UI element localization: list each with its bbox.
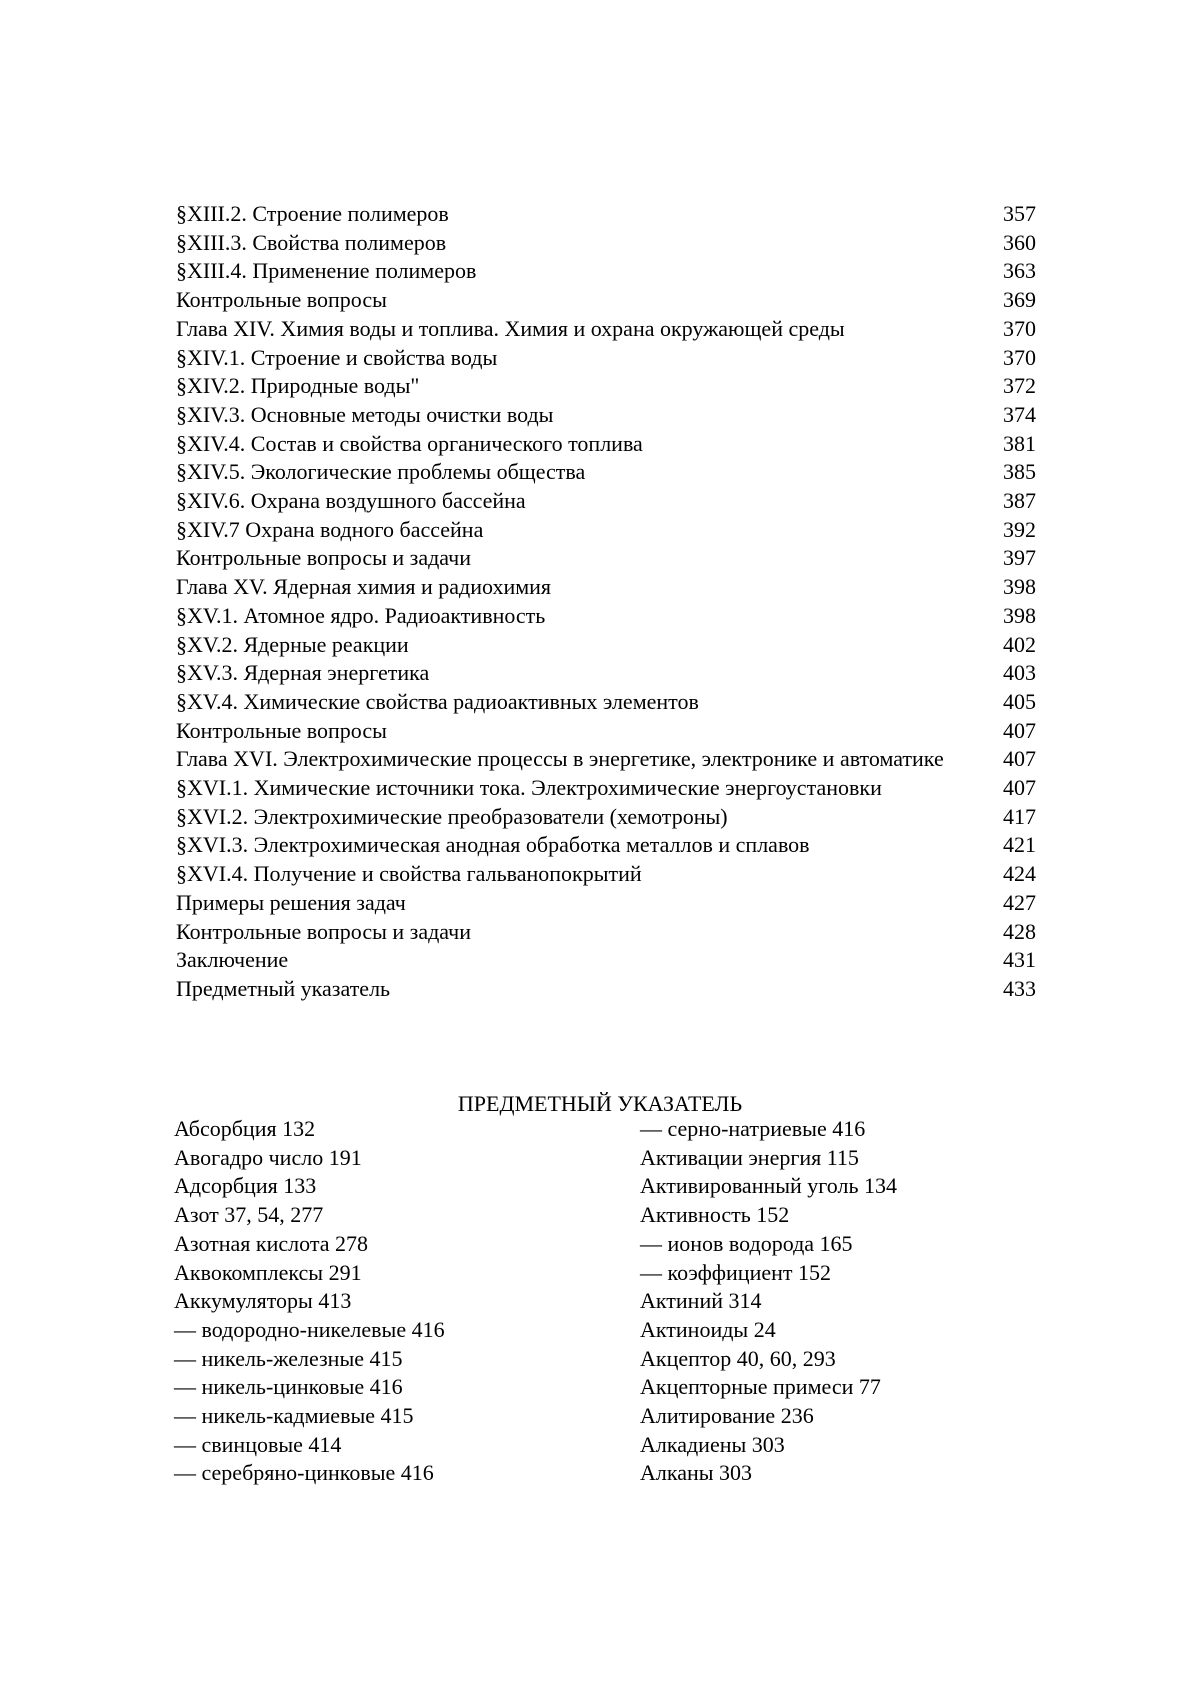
index-entry: Актиний 314 [640,1288,762,1314]
toc-entry-title: Контрольные вопросы и задачи [176,918,472,944]
toc-entry-page: 421 [1003,832,1036,858]
index-entry: Аквокомплексы 291 [174,1259,362,1285]
toc-entry [176,516,1036,545]
toc-entry [176,401,1036,430]
toc-entry-title: Контрольные вопросы [176,287,387,313]
index-entry: Алкадиены 303 [640,1431,785,1457]
index-entry: Акцепторные примеси 77 [640,1374,881,1400]
toc-entry-title: §XIV.4. Состав и свойства органического топлива [176,430,643,456]
toc-entry-page: 392 [1003,516,1036,542]
toc-entry-page: 431 [1003,947,1036,973]
toc-entry-page: 427 [1003,889,1036,915]
index-column-left [174,1115,614,1488]
toc-entry-page: 403 [1003,660,1036,686]
toc-entry-page: 385 [1003,459,1036,485]
index-entry: — серно-натриевые 416 [640,1116,866,1141]
toc-entry [176,946,1036,975]
toc-entry [176,918,1036,947]
index-entry: Акцептор 40, 60, 293 [640,1345,836,1371]
toc-entry-title: §XV.1. Атомное ядро. Радиоактивность [176,602,546,628]
toc-entry-title: §XIII.2. Строение полимеров [176,201,449,226]
index-entry: — ионов водорода 165 [640,1230,853,1256]
toc-entry-page: 428 [1003,918,1036,944]
index-entry: — свинцовые 414 [174,1431,342,1457]
index-entry: — серебряно-цинковые 416 [174,1460,434,1486]
toc-entry-title: Глава XVI. Электрохимические процессы в энергетике, электронике и автоматике [176,746,944,772]
toc-entry [176,831,1036,860]
toc-entry-page: 407 [1003,746,1036,772]
toc-entry-title: §XIV.6. Охрана воздушного бассейна [176,488,526,514]
toc-entry-title: §XVI.2. Электрохимические преобразователи (хемотроны) [176,803,728,829]
toc-entry [176,257,1036,286]
toc-entry [176,544,1036,573]
toc-entry-title: Контрольные вопросы и задачи [176,545,472,571]
toc-entry-page: 398 [1003,602,1036,628]
toc-entry [176,975,1036,1004]
index-heading: ПРЕДМЕТНЫЙ УКАЗАТЕЛЬ [457,1091,743,1116]
index-entry: — водородно-никелевые 416 [174,1316,445,1342]
toc-entry [176,286,1036,315]
toc-entry [176,344,1036,373]
toc-entry [176,717,1036,746]
toc-entry [176,602,1036,631]
toc-entry-page: 357 [1003,201,1036,226]
index-entry: Авогадро число 191 [174,1144,362,1170]
toc-entry-title: §XIV.5. Экологические проблемы общества [176,459,586,485]
toc-entry-page: 370 [1003,344,1036,370]
toc-entry-title: §XIV.1. Строение и свойства воды [176,344,498,370]
index-entry: Аккумуляторы 413 [174,1288,352,1314]
toc-entry [176,631,1036,660]
toc-entry [176,487,1036,516]
index-entry: Актиноиды 24 [640,1316,776,1342]
index-entry: Азот 37, 54, 277 [174,1202,324,1228]
toc-entry-page: 372 [1003,373,1036,399]
toc-entry [176,774,1036,803]
toc-entry [176,372,1036,401]
toc-entry [176,688,1036,717]
toc-entry [176,659,1036,688]
toc-entry-title: Примеры решения задач [176,889,406,915]
toc-entry [176,860,1036,889]
toc-entry [176,803,1036,832]
toc-entry [176,200,1036,229]
toc-entry-title: §XV.2. Ядерные реакции [176,631,409,657]
toc-entry-title: Глава XIV. Химия воды и топлива. Химия и охрана окружающей среды [176,315,845,341]
toc-entry-title: Контрольные вопросы [176,717,387,743]
toc-entry-page: 417 [1003,803,1036,829]
index-entry: Адсорбция 133 [174,1173,317,1199]
index-entry: — коэффициент 152 [640,1259,832,1285]
toc-entry-title: §XIII.3. Свойства полимеров [176,229,447,255]
toc-entry-title: §XIII.4. Применение полимеров [176,258,477,284]
index-entry: Алитирование 236 [640,1403,814,1429]
toc-entry-title: §XV.4. Химические свойства радиоактивных элементов [176,688,699,714]
table-of-contents [176,200,1036,1004]
toc-entry-title: §XVI.4. Получение и свойства гальванопокрытий [176,861,642,887]
index-entry: Абсорбция 132 [174,1116,316,1141]
toc-entry-page: 407 [1003,717,1036,743]
toc-entry-title: §XVI.1. Химические источники тока. Электрохимические энергоустановки [176,775,882,801]
toc-entry-page: 397 [1003,545,1036,571]
toc-entry-title: §XVI.3. Электрохимическая анодная обработка металлов и сплавов [176,832,810,858]
toc-entry [176,889,1036,918]
index-entry: — никель-цинковые 416 [174,1374,403,1400]
toc-entry [176,229,1036,258]
toc-entry-title: §XIV.2. Природные воды" [176,373,420,399]
toc-entry-page: 370 [1003,315,1036,341]
index-entry: Активированный уголь 134 [640,1173,897,1199]
toc-entry-title: Предметный указатель [176,975,391,1001]
toc-entry-page: 405 [1003,688,1036,714]
toc-entry-page: 363 [1003,258,1036,284]
toc-entry-page: 374 [1003,401,1036,427]
toc-entry-title: Заключение [176,947,289,973]
toc-entry [176,430,1036,459]
toc-entry-page: 407 [1003,775,1036,801]
toc-entry-page: 402 [1003,631,1036,657]
toc-entry-title: Глава XV. Ядерная химия и радиохимия [176,574,552,600]
toc-entry-page: 381 [1003,430,1036,456]
index-entry: Активации энергия 115 [640,1144,859,1170]
toc-entry-page: 360 [1003,229,1036,255]
toc-entry [176,745,1036,774]
toc-entry-title: §XIV.3. Основные методы очистки воды [176,401,554,427]
toc-entry [176,458,1036,487]
index-entry: — никель-железные 415 [174,1345,403,1371]
toc-entry [176,573,1036,602]
index-column-right [640,1115,1080,1488]
toc-entry-page: 369 [1003,287,1036,313]
index-entry: Алканы 303 [640,1460,753,1486]
index-entry: — никель-кадмиевые 415 [174,1403,414,1429]
toc-entry [176,315,1036,344]
index-entry: Азотная кислота 278 [174,1230,368,1256]
toc-entry-title: §XIV.7 Охрана водного бассейна [176,516,484,542]
toc-entry-title: §XV.3. Ядерная энергетика [176,660,430,686]
toc-entry-page: 424 [1003,861,1036,887]
toc-entry-page: 433 [1003,975,1036,1001]
index-entry: Активность 152 [640,1202,790,1228]
toc-entry-page: 398 [1003,574,1036,600]
toc-entry-page: 387 [1003,488,1036,514]
